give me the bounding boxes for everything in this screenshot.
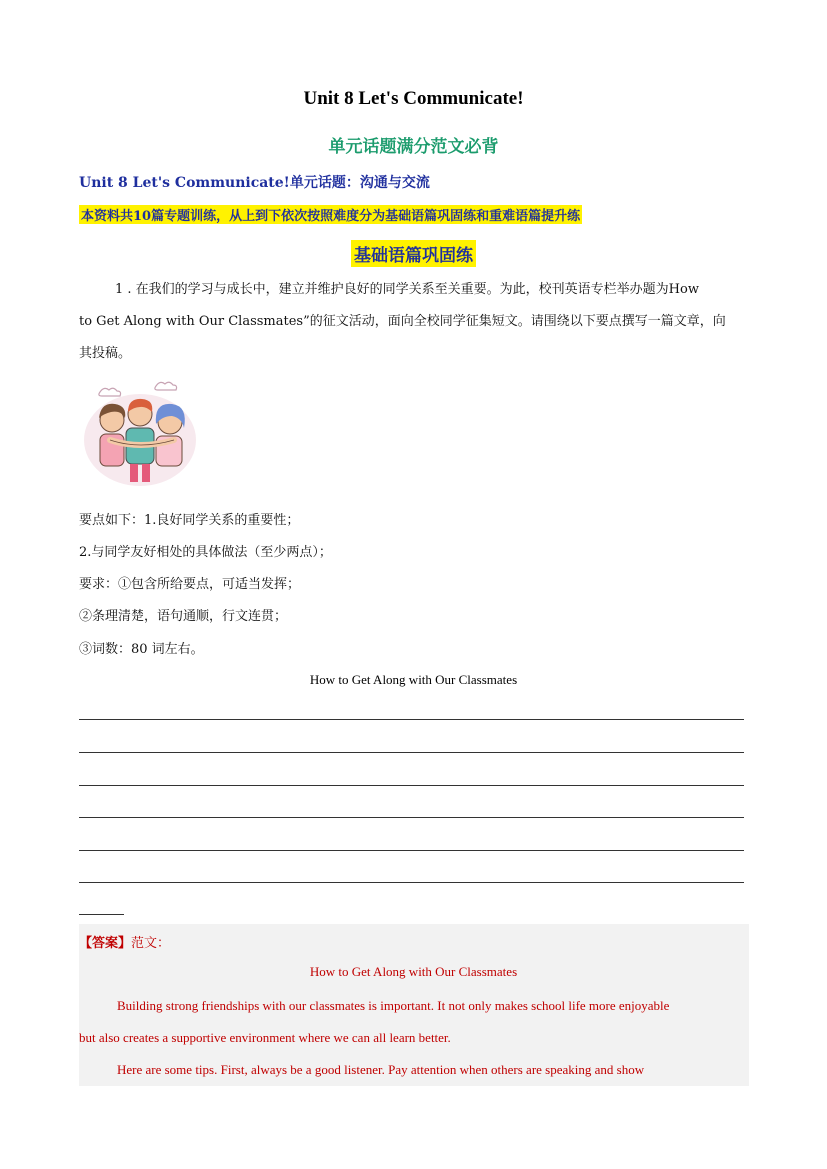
answer-label: 【答案】范文： <box>79 936 171 951</box>
prompt-line: to Get Along with Our Classmates”的征文活动，面向全校同学征集短文。请围绕以下要点撰写一篇文章，向 <box>79 314 726 329</box>
writing-line-end <box>79 914 124 915</box>
prompt-line: 其投稿。 <box>79 346 132 361</box>
friends-illustration-icon <box>82 378 200 490</box>
unit-topic: Unit 8 Let's Communicate!单元话题：沟通与交流 <box>79 175 430 191</box>
requirement-point: 要求：①包含所给要点，可适当发挥； <box>79 577 301 592</box>
writing-line[interactable] <box>79 850 744 851</box>
page-title: Unit 8 Let's Communicate! <box>303 88 524 109</box>
writing-line[interactable] <box>79 719 744 720</box>
highlight-notice: 本资料共10篇专题训练，从上到下依次按照难度分为基础语篇巩固练和重难语篇提升练 <box>79 205 582 224</box>
writing-line[interactable] <box>79 752 744 753</box>
answer-title: How to Get Along with Our Classmates <box>309 964 518 979</box>
essay-title: How to Get Along with Our Classmates <box>309 672 518 687</box>
writing-line[interactable] <box>79 882 744 883</box>
section-heading <box>0 240 827 267</box>
requirement-point: ③词数：80 词左右。 <box>79 642 204 657</box>
writing-line[interactable] <box>79 785 744 786</box>
requirement-point: 要点如下：1.良好同学关系的重要性； <box>79 513 300 528</box>
question-prompt <box>79 274 747 370</box>
prompt-line: 1 . 在我们的学习与成长中，建立并维护良好的同学关系至关重要。为此，校刊英语专栏举办题为How <box>115 282 699 297</box>
writing-line[interactable] <box>79 817 744 818</box>
page-subtitle: 单元话题满分范文必背 <box>328 137 499 157</box>
requirement-point: ②条理清楚，语句通顺，行文连贯； <box>79 609 288 624</box>
requirement-point: 2.与同学友好相处的具体做法（至少两点）； <box>79 545 332 560</box>
section-title: 基础语篇巩固练 <box>351 240 476 267</box>
answer-paragraph: Building strong friendships with our classmates is important. It not only makes school life more enjoyable but also creates a supportive environment where we can all learn better. Here are some tips. First, always be a good listener. Pay attention when others are speaking and show <box>79 998 670 1077</box>
